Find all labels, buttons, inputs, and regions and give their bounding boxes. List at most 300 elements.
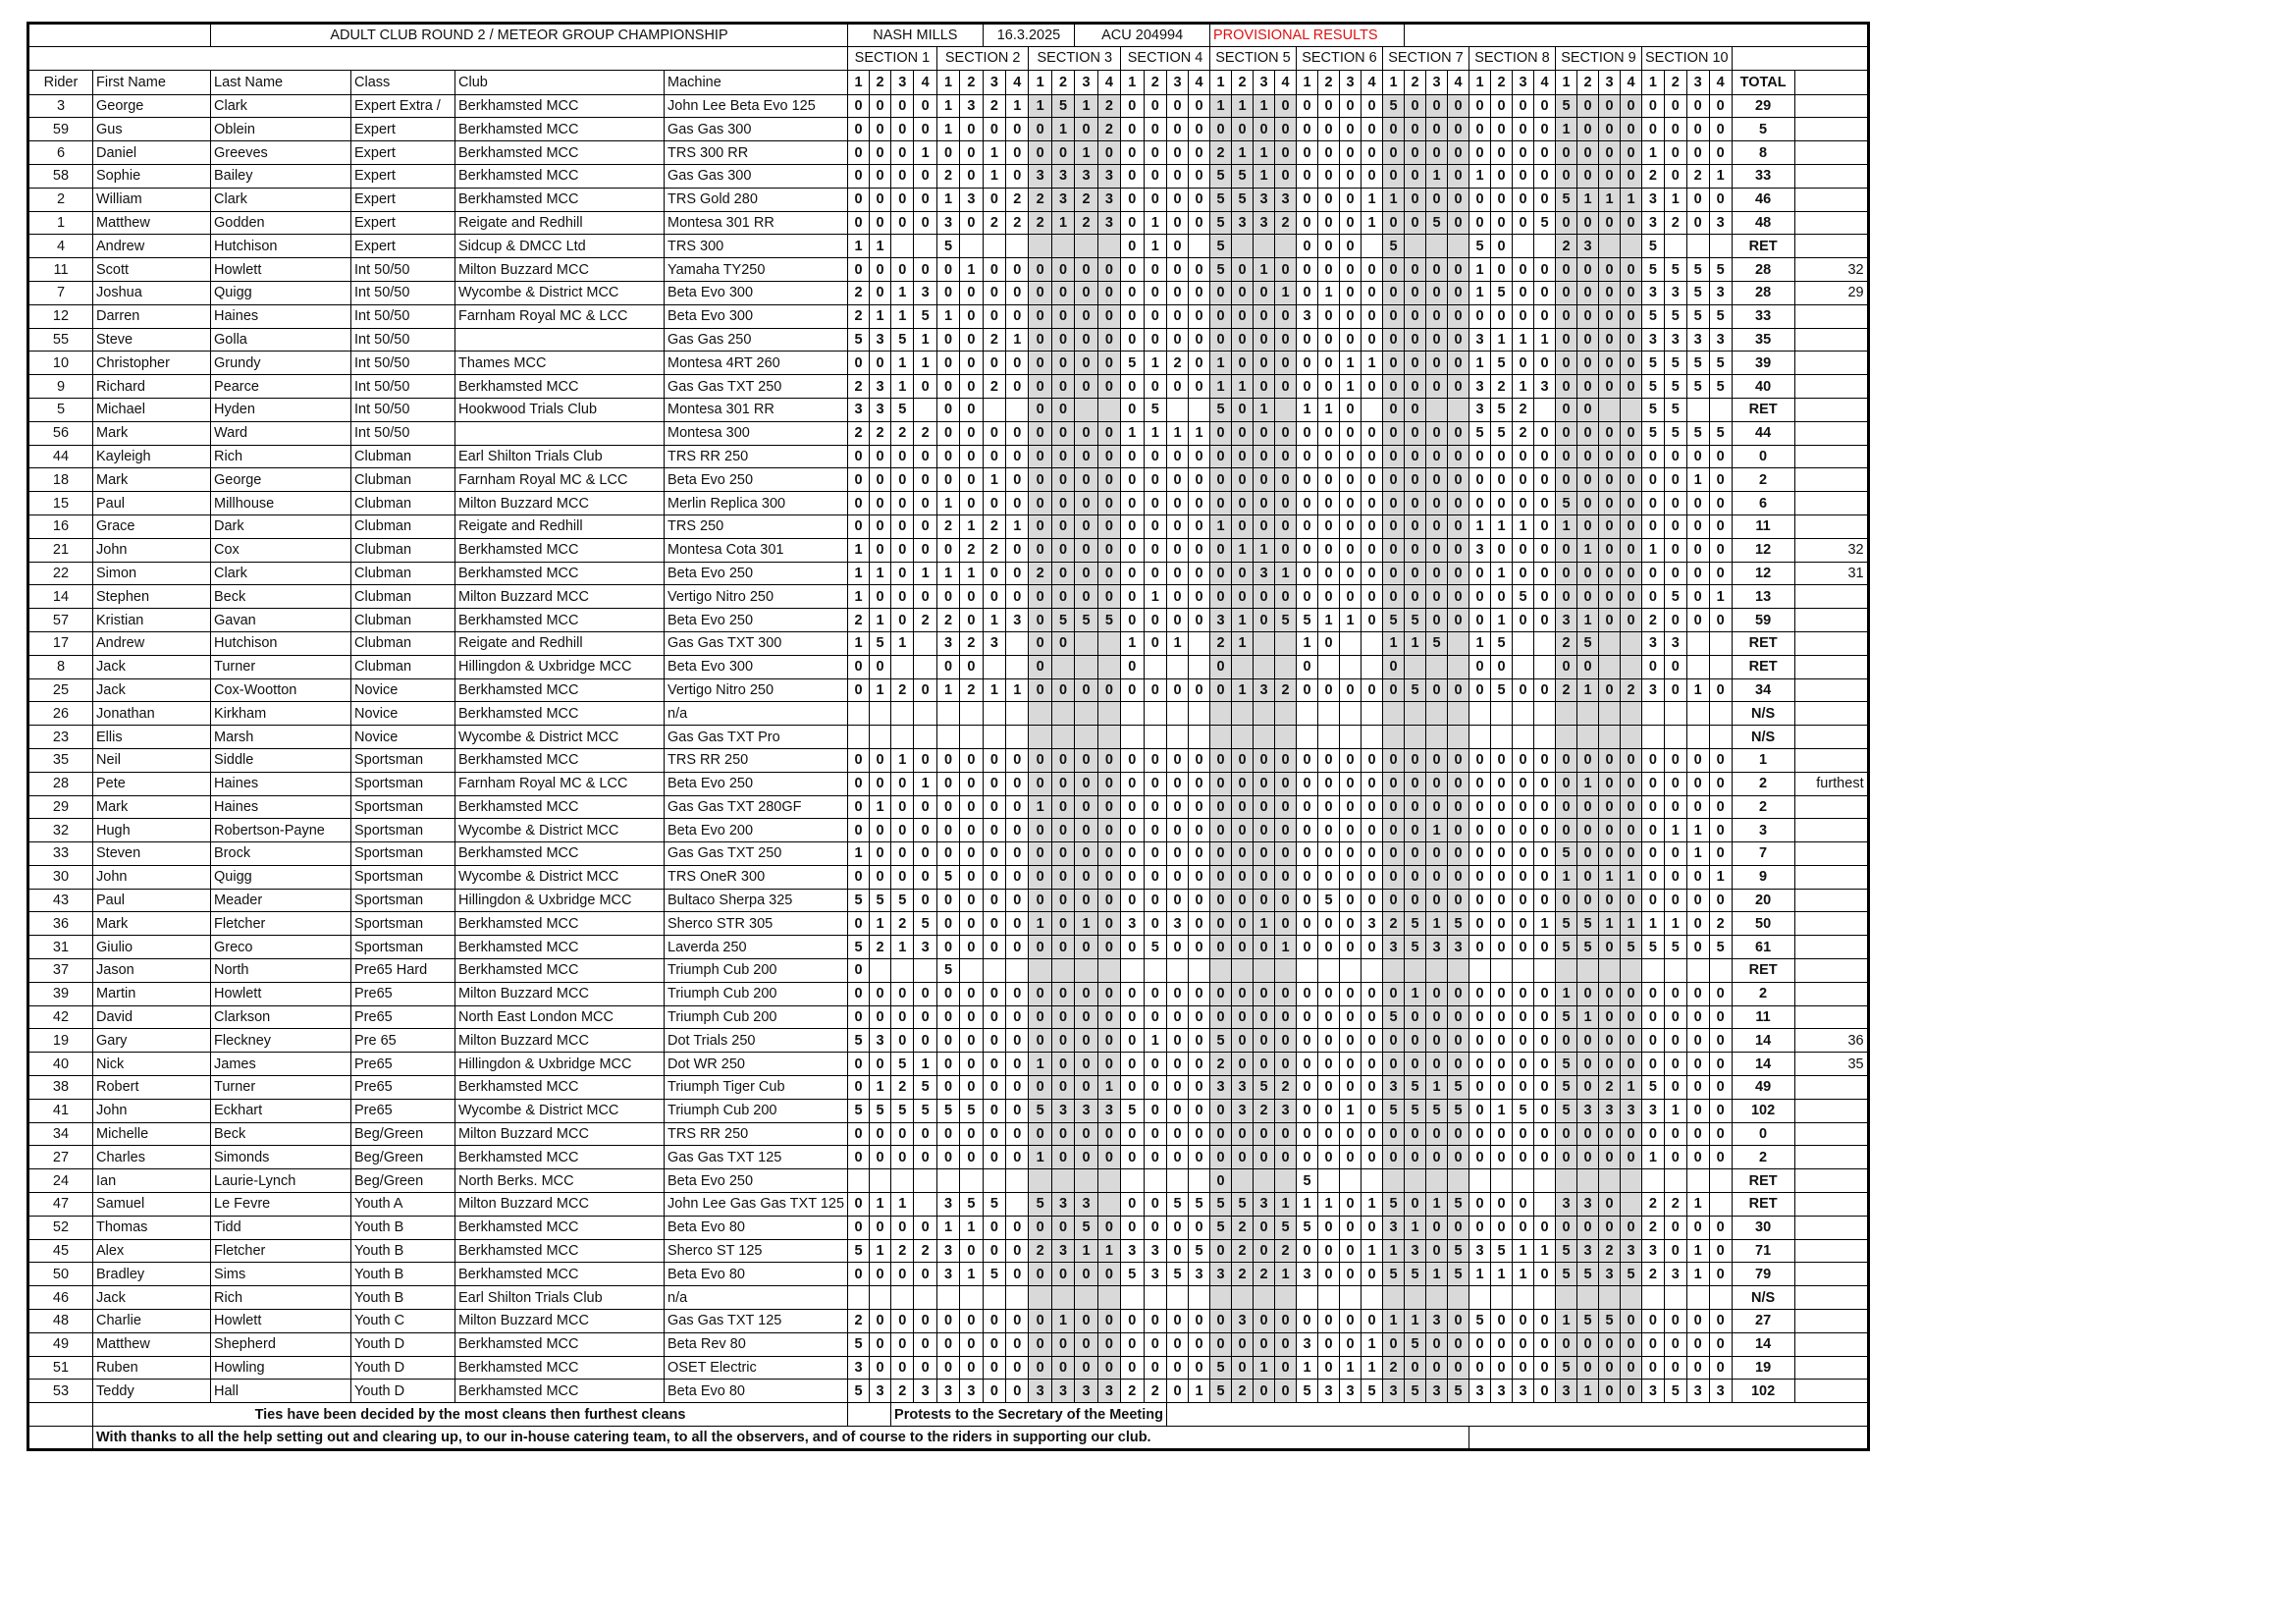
rider-machine: Sherco STR 305 xyxy=(665,912,848,936)
score-cell: 0 xyxy=(1447,538,1468,562)
rider-total: 2 xyxy=(1732,468,1794,492)
score-cell: 0 xyxy=(1686,912,1709,936)
score-cell: 0 xyxy=(1144,514,1166,538)
rider-first-name: Jonathan xyxy=(93,702,211,726)
score-cell: 5 xyxy=(1075,609,1097,632)
score-cell: 0 xyxy=(1686,772,1709,795)
rider-machine: Triumph Cub 200 xyxy=(665,959,848,983)
score-cell: 0 xyxy=(1468,1356,1490,1380)
score-cell: 0 xyxy=(1425,795,1447,819)
rider-row xyxy=(28,352,1869,375)
score-cell: 0 xyxy=(1296,889,1317,912)
score-cell: 0 xyxy=(1051,281,1074,304)
score-cell: 0 xyxy=(1512,562,1533,585)
score-cell: 0 xyxy=(1029,1122,1051,1146)
score-cell: 5 xyxy=(1641,258,1664,282)
score-cell: 0 xyxy=(1296,352,1317,375)
score-cell: 5 xyxy=(1404,609,1425,632)
rider-number: 21 xyxy=(28,538,93,562)
rider-first-name: Samuel xyxy=(93,1193,211,1217)
rider-last-name: Pearce xyxy=(211,375,351,399)
score-cell: 3 xyxy=(1555,609,1576,632)
score-cell: 0 xyxy=(1188,609,1209,632)
score-cell: 0 xyxy=(1468,982,1490,1005)
score-cell xyxy=(848,702,870,726)
score-cell: 5 xyxy=(1468,1310,1490,1333)
score-cell: 0 xyxy=(1006,1053,1029,1076)
score-cell: 0 xyxy=(1339,1239,1361,1263)
score-cell: 0 xyxy=(1209,468,1231,492)
score-cell: 0 xyxy=(1231,445,1253,468)
score-cell xyxy=(1576,702,1598,726)
score-cell: 0 xyxy=(1209,1122,1231,1146)
score-cell xyxy=(1361,1286,1382,1310)
rider-last-name: Rich xyxy=(211,445,351,468)
score-cell: 0 xyxy=(960,795,983,819)
rider-number: 48 xyxy=(28,1310,93,1333)
score-cell: 0 xyxy=(848,982,870,1005)
score-cell: 0 xyxy=(1317,188,1339,211)
rider-machine: Beta Evo 80 xyxy=(665,1263,848,1286)
score-cell: 2 xyxy=(1231,1239,1253,1263)
rider-machine: Beta Evo 250 xyxy=(665,772,848,795)
score-cell: 1 xyxy=(1468,281,1490,304)
score-cell: 0 xyxy=(936,772,959,795)
rider-machine: TRS Gold 280 xyxy=(665,188,848,211)
acu-permit: ACU 204994 xyxy=(1075,24,1210,47)
score-cell: 0 xyxy=(1533,352,1555,375)
rider-machine: Triumph Cub 200 xyxy=(665,1005,848,1029)
score-cell: 0 xyxy=(1576,281,1598,304)
score-cell xyxy=(1188,959,1209,983)
rider-first-name: Simon xyxy=(93,562,211,585)
score-cell xyxy=(1051,726,1074,749)
score-cell: 1 xyxy=(1598,188,1620,211)
score-cell: 0 xyxy=(1533,1099,1555,1122)
score-cell: 0 xyxy=(1361,585,1382,609)
score-cell: 0 xyxy=(870,585,891,609)
score-cell: 0 xyxy=(1709,492,1732,515)
rider-class: Clubman xyxy=(351,538,455,562)
score-cell: 0 xyxy=(1075,281,1097,304)
score-cell: 0 xyxy=(1075,1053,1097,1076)
score-cell: 5 xyxy=(1075,1216,1097,1239)
score-cell: 0 xyxy=(936,1029,959,1053)
score-cell: 1 xyxy=(1576,678,1598,702)
score-cell: 0 xyxy=(1188,982,1209,1005)
score-cell: 5 xyxy=(960,1099,983,1122)
score-cell: 3 xyxy=(1555,1380,1576,1403)
footer-row-ties xyxy=(28,1403,1869,1427)
score-cell: 0 xyxy=(1490,1122,1512,1146)
tiebreak-note: furthest xyxy=(1794,772,1868,795)
score-cell: 1 xyxy=(1686,468,1709,492)
score-cell: 0 xyxy=(1512,795,1533,819)
score-cell: 0 xyxy=(914,164,936,188)
score-cell: 3 xyxy=(1468,1239,1490,1263)
score-cell: 1 xyxy=(870,795,891,819)
score-cell: 3 xyxy=(1382,1216,1404,1239)
score-cell: 1 xyxy=(870,1076,891,1100)
score-cell: 0 xyxy=(1296,141,1317,165)
score-cell: 0 xyxy=(1209,1005,1231,1029)
score-cell: 0 xyxy=(1006,1029,1029,1053)
score-cell: 0 xyxy=(1339,842,1361,866)
rider-row xyxy=(28,1239,1869,1263)
score-cell: 0 xyxy=(1006,1216,1029,1239)
rider-total: 27 xyxy=(1732,1310,1794,1333)
score-cell: 0 xyxy=(914,795,936,819)
rider-last-name: Shepherd xyxy=(211,1332,351,1356)
score-cell xyxy=(1555,1286,1576,1310)
score-cell: 0 xyxy=(891,1122,914,1146)
score-cell: 0 xyxy=(1490,211,1512,235)
rider-class: Youth B xyxy=(351,1286,455,1310)
score-cell: 0 xyxy=(1555,398,1576,421)
score-cell: 0 xyxy=(1097,1029,1120,1053)
score-cell: 0 xyxy=(1097,258,1120,282)
score-cell: 0 xyxy=(914,468,936,492)
rider-club: Milton Buzzard MCC xyxy=(455,492,665,515)
score-cell: 0 xyxy=(1468,772,1490,795)
rider-number: 38 xyxy=(28,1076,93,1100)
score-cell: 0 xyxy=(1425,328,1447,352)
score-cell: 0 xyxy=(914,1216,936,1239)
score-cell: 3 xyxy=(1231,1310,1253,1333)
score-cell xyxy=(1317,959,1339,983)
rider-row xyxy=(28,912,1869,936)
score-cell: 0 xyxy=(1686,1216,1709,1239)
score-cell: 5 xyxy=(1231,188,1253,211)
rider-row xyxy=(28,585,1869,609)
rider-total: 14 xyxy=(1732,1029,1794,1053)
rider-club: Sidcup & DMCC Ltd xyxy=(455,235,665,258)
score-cell: 1 xyxy=(848,585,870,609)
rider-last-name: Clarkson xyxy=(211,1005,351,1029)
tiebreak-note xyxy=(1794,1099,1868,1122)
score-cell: 1 xyxy=(1404,631,1425,655)
score-cell: 0 xyxy=(1425,492,1447,515)
rider-class: Youth B xyxy=(351,1239,455,1263)
score-cell: 0 xyxy=(1317,678,1339,702)
rider-class: Youth C xyxy=(351,1310,455,1333)
score-cell: 5 xyxy=(1404,1380,1425,1403)
score-cell xyxy=(1075,631,1097,655)
score-cell: 0 xyxy=(1620,514,1641,538)
score-cell: 0 xyxy=(1166,304,1188,328)
score-cell: 2 xyxy=(983,375,1005,399)
score-cell: 0 xyxy=(1361,1029,1382,1053)
score-cell: 2 xyxy=(1231,1380,1253,1403)
score-cell: 5 xyxy=(1144,398,1166,421)
score-cell: 0 xyxy=(891,1310,914,1333)
score-cell: 3 xyxy=(1641,678,1664,702)
score-cell: 0 xyxy=(936,258,959,282)
score-cell: 0 xyxy=(1664,562,1686,585)
score-cell: 0 xyxy=(1029,352,1051,375)
score-cell xyxy=(1144,959,1166,983)
rider-row xyxy=(28,1146,1869,1169)
score-cell: 1 xyxy=(1231,538,1253,562)
score-cell: 0 xyxy=(891,865,914,889)
score-cell: 2 xyxy=(891,1239,914,1263)
rider-number: 5 xyxy=(28,398,93,421)
score-cell: 1 xyxy=(983,609,1005,632)
score-cell: 0 xyxy=(848,188,870,211)
score-cell: 0 xyxy=(1447,1122,1468,1146)
score-cell xyxy=(1664,959,1686,983)
score-cell: 0 xyxy=(870,748,891,772)
score-cell: 0 xyxy=(1097,912,1120,936)
rider-row xyxy=(28,94,1869,118)
score-cell: 0 xyxy=(1620,1380,1641,1403)
score-cell: 0 xyxy=(1404,1122,1425,1146)
score-cell: 0 xyxy=(1051,1122,1074,1146)
rider-class: Pre65 xyxy=(351,1099,455,1122)
score-cell xyxy=(891,235,914,258)
score-cell: 0 xyxy=(1468,819,1490,842)
score-cell: 0 xyxy=(1209,1239,1231,1263)
score-cell: 0 xyxy=(1512,445,1533,468)
score-cell: 0 xyxy=(1468,1193,1490,1217)
score-cell: 1 xyxy=(1468,164,1490,188)
score-cell: 0 xyxy=(1296,375,1317,399)
score-cell: 0 xyxy=(1296,1005,1317,1029)
score-cell xyxy=(1447,1286,1468,1310)
score-cell xyxy=(1468,959,1490,983)
score-cell: 0 xyxy=(848,819,870,842)
score-cell: 0 xyxy=(1576,889,1598,912)
score-cell: 5 xyxy=(1555,1005,1576,1029)
score-cell: 0 xyxy=(1468,118,1490,141)
score-cell: 2 xyxy=(1121,1380,1144,1403)
score-cell: 3 xyxy=(1253,562,1274,585)
score-cell: 1 xyxy=(1490,514,1512,538)
score-cell: 0 xyxy=(1447,889,1468,912)
score-cell: 5 xyxy=(1468,235,1490,258)
rider-club: Farnham Royal MC & LCC xyxy=(455,468,665,492)
score-cell: 0 xyxy=(1709,1099,1732,1122)
score-cell: 0 xyxy=(1274,889,1296,912)
score-cell: 0 xyxy=(891,492,914,515)
score-cell: 0 xyxy=(1121,164,1144,188)
score-cell: 0 xyxy=(1075,468,1097,492)
rider-total: 33 xyxy=(1732,304,1794,328)
score-cell: 0 xyxy=(914,1310,936,1333)
protests-note: Protests to the Secretary of the Meeting xyxy=(891,1403,1167,1427)
tiebreak-note xyxy=(1794,1286,1868,1310)
score-cell: 0 xyxy=(1144,141,1166,165)
score-cell xyxy=(1641,1169,1664,1193)
score-cell: 0 xyxy=(1075,795,1097,819)
score-cell: 0 xyxy=(1144,375,1166,399)
rider-club: Hillingdon & Uxbridge MCC xyxy=(455,655,665,678)
score-cell: 3 xyxy=(1361,912,1382,936)
score-cell: 0 xyxy=(1490,1193,1512,1217)
score-cell: 0 xyxy=(1166,1380,1188,1403)
score-cell xyxy=(891,726,914,749)
score-cell: 2 xyxy=(1209,631,1231,655)
score-cell: 2 xyxy=(960,538,983,562)
score-cell: 0 xyxy=(1253,328,1274,352)
score-cell: 0 xyxy=(1317,865,1339,889)
score-cell: 5 xyxy=(1555,188,1576,211)
score-cell xyxy=(1253,1286,1274,1310)
score-cell: 0 xyxy=(1296,164,1317,188)
score-cell: 0 xyxy=(936,1005,959,1029)
rider-class: Expert xyxy=(351,164,455,188)
score-cell xyxy=(1664,235,1686,258)
score-cell: 3 xyxy=(1709,211,1732,235)
rider-first-name: Jack xyxy=(93,678,211,702)
score-cell: 0 xyxy=(1075,118,1097,141)
score-cell: 0 xyxy=(1576,1332,1598,1356)
score-cell: 1 xyxy=(914,328,936,352)
score-cell: 0 xyxy=(891,188,914,211)
score-cell: 0 xyxy=(1620,1356,1641,1380)
score-cell xyxy=(1361,631,1382,655)
score-cell: 0 xyxy=(1620,842,1641,866)
score-cell xyxy=(1490,1169,1512,1193)
score-cell xyxy=(1404,702,1425,726)
score-cell: 1 xyxy=(1144,421,1166,445)
score-cell xyxy=(1097,1286,1120,1310)
score-cell: 0 xyxy=(1274,795,1296,819)
score-cell: 0 xyxy=(936,1310,959,1333)
score-cell: 0 xyxy=(1029,936,1051,959)
score-cell: 0 xyxy=(1097,492,1120,515)
score-cell: 0 xyxy=(1317,1263,1339,1286)
section-3-header: SECTION 3 xyxy=(1029,46,1121,70)
score-cell: 0 xyxy=(1425,258,1447,282)
score-cell: 0 xyxy=(1296,235,1317,258)
score-cell: 0 xyxy=(1447,562,1468,585)
footer-row-thanks xyxy=(28,1427,1869,1450)
score-cell: 0 xyxy=(1576,1029,1598,1053)
score-cell: 0 xyxy=(1051,842,1074,866)
rider-total: 40 xyxy=(1732,375,1794,399)
score-cell: 0 xyxy=(1555,819,1576,842)
score-cell: 0 xyxy=(960,1356,983,1380)
rider-number: 41 xyxy=(28,1099,93,1122)
score-cell xyxy=(1425,1169,1447,1193)
score-cell: 0 xyxy=(891,1029,914,1053)
score-cell: 0 xyxy=(1051,1216,1074,1239)
score-cell: 0 xyxy=(1664,748,1686,772)
tiebreak-note: 35 xyxy=(1794,1053,1868,1076)
rider-machine: Montesa Cota 301 xyxy=(665,538,848,562)
score-cell: 0 xyxy=(1447,1053,1468,1076)
score-cell: 0 xyxy=(1006,1332,1029,1356)
score-cell xyxy=(1598,235,1620,258)
score-cell: 0 xyxy=(891,94,914,118)
score-cell: 0 xyxy=(1576,94,1598,118)
rider-row xyxy=(28,702,1869,726)
score-cell xyxy=(1598,631,1620,655)
score-cell: 1 xyxy=(1209,514,1231,538)
score-cell: 0 xyxy=(1533,772,1555,795)
score-cell: 1 xyxy=(960,258,983,282)
score-cell: 0 xyxy=(1664,982,1686,1005)
rider-club: Berkhamsted MCC xyxy=(455,188,665,211)
score-cell: 0 xyxy=(1468,211,1490,235)
rider-machine: Triumph Tiger Cub xyxy=(665,1076,848,1100)
score-cell: 0 xyxy=(1555,1146,1576,1169)
score-cell: 0 xyxy=(1121,188,1144,211)
rider-row xyxy=(28,726,1869,749)
score-cell: 0 xyxy=(1339,281,1361,304)
rider-club: Berkhamsted MCC xyxy=(455,1356,665,1380)
score-cell: 0 xyxy=(1382,1029,1404,1053)
score-cell xyxy=(1555,702,1576,726)
score-cell: 3 xyxy=(1029,1380,1051,1403)
score-cell: 0 xyxy=(870,819,891,842)
score-cell: 0 xyxy=(1709,819,1732,842)
score-cell: 3 xyxy=(1166,912,1188,936)
score-cell: 0 xyxy=(1166,1216,1188,1239)
rider-last-name: Le Fevre xyxy=(211,1193,351,1217)
score-cell: 0 xyxy=(1029,398,1051,421)
score-cell: 0 xyxy=(1404,398,1425,421)
tiebreak-note xyxy=(1794,702,1868,726)
score-cell: 0 xyxy=(1576,468,1598,492)
score-cell: 0 xyxy=(1382,655,1404,678)
rider-total: 29 xyxy=(1732,94,1794,118)
tiebreak-note xyxy=(1794,678,1868,702)
rider-row xyxy=(28,328,1869,352)
blank-cell xyxy=(28,46,848,70)
score-cell xyxy=(1029,702,1051,726)
score-cell: 0 xyxy=(1121,258,1144,282)
score-cell: 0 xyxy=(1490,188,1512,211)
score-cell: 0 xyxy=(1576,1076,1598,1100)
rider-last-name: Howlett xyxy=(211,1310,351,1333)
score-cell: 1 xyxy=(1641,912,1664,936)
score-cell: 0 xyxy=(960,1053,983,1076)
score-cell: 0 xyxy=(848,1263,870,1286)
score-cell: 0 xyxy=(936,936,959,959)
rider-club: Wycombe & District MCC xyxy=(455,1099,665,1122)
rider-last-name: Golla xyxy=(211,328,351,352)
score-cell: 0 xyxy=(1425,538,1447,562)
score-cell: 0 xyxy=(1209,748,1231,772)
score-cell: 0 xyxy=(936,889,959,912)
rider-total: 2 xyxy=(1732,982,1794,1005)
score-cell: 0 xyxy=(1188,865,1209,889)
rider-club: North Berks. MCC xyxy=(455,1169,665,1193)
score-cell: 5 xyxy=(1144,936,1166,959)
score-cell xyxy=(1274,726,1296,749)
score-cell: 0 xyxy=(1664,445,1686,468)
score-cell: 0 xyxy=(1029,492,1051,515)
score-cell: 0 xyxy=(1664,609,1686,632)
score-cell: 0 xyxy=(1209,889,1231,912)
score-cell: 0 xyxy=(1144,678,1166,702)
score-cell: 0 xyxy=(1075,352,1097,375)
score-cell xyxy=(1253,726,1274,749)
rider-number: 31 xyxy=(28,936,93,959)
score-cell: 0 xyxy=(1512,164,1533,188)
tiebreak-note xyxy=(1794,1263,1868,1286)
score-cell: 5 xyxy=(1576,1310,1598,1333)
score-cell: 0 xyxy=(1253,936,1274,959)
score-cell: 0 xyxy=(1490,1005,1512,1029)
score-cell: 0 xyxy=(848,445,870,468)
score-cell: 0 xyxy=(1274,1380,1296,1403)
score-cell: 0 xyxy=(1166,188,1188,211)
rider-club: Hillingdon & Uxbridge MCC xyxy=(455,1053,665,1076)
score-cell xyxy=(1641,726,1664,749)
